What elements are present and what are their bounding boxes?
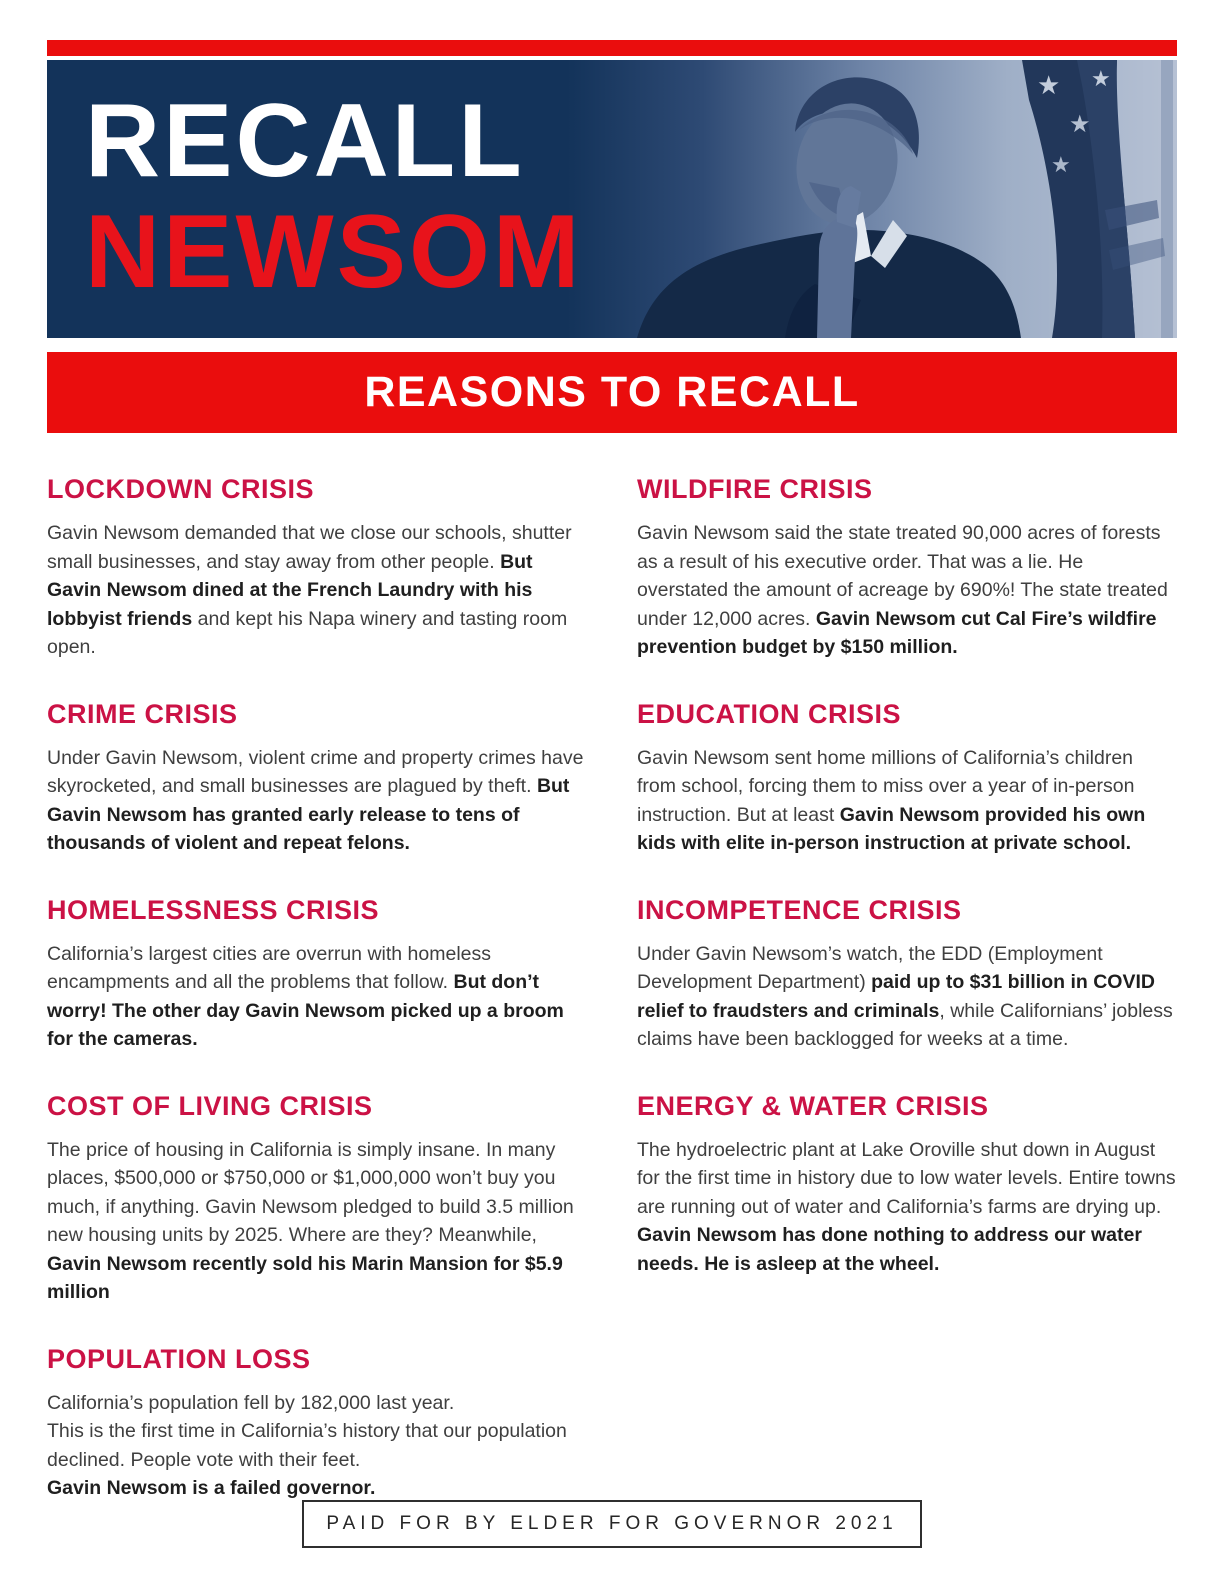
paragraph-text: and kept his Napa winery and tasting room open. (47, 607, 568, 658)
section-paragraph (47, 940, 587, 1054)
reasons-banner-title: REASONS TO RECALL (364, 368, 860, 416)
left-column (47, 474, 587, 1540)
paragraph-text: This is the first time in California’s history that our population declined. People vote with their feet. (47, 1420, 567, 1471)
paragraph-bold-text: Gavin Newsom is a failed governor. (47, 1477, 376, 1499)
paragraph-bold-text: paid up to $31 billion in COVID relief to fraudsters and criminals (637, 971, 1155, 1022)
section-heading: POPULATION LOSS (47, 1343, 311, 1374)
reasons-banner (47, 352, 1177, 433)
section-lockdown-crisis (47, 474, 587, 662)
section-heading: WILDFIRE CRISIS (637, 474, 873, 504)
section-paragraph (637, 744, 1177, 858)
section-paragraph (47, 519, 587, 662)
section-paragraph (47, 744, 587, 858)
section-paragraph (637, 940, 1177, 1054)
section-heading: EDUCATION CRISIS (637, 698, 902, 729)
flag-star-icon: ★ (1069, 111, 1091, 138)
section-wildfire-crisis (637, 474, 1177, 662)
section-homelessness-crisis (47, 895, 587, 1054)
paragraph-bold-text: Gavin Newsom provided his own kids with elite in-person instruction at private school. (637, 803, 1146, 854)
paragraph-bold-text: Gavin Newsom has done nothing to address our water needs. He is asleep at the wheel. (637, 1224, 1142, 1275)
section-heading: CRIME CRISIS (47, 698, 238, 729)
paragraph-text: California’s population fell by 182,000 last year. (47, 1391, 455, 1414)
hero-title-newsom: NEWSOM (85, 194, 583, 311)
section-population-loss (47, 1344, 587, 1503)
hero-title-recall: RECALL (85, 83, 525, 199)
section-heading: INCOMPETENCE CRISIS (637, 894, 962, 925)
section-paragraph (47, 1136, 587, 1307)
paragraph-text: The price of housing in California is simply insane. In many places, $500,000 or $750,000 or $1,000,000 won’t buy you much, if anything. Gavin Newsom pledged to build 3.5 million new housing units by 2025. Where are they? Meanwhile, (47, 1138, 574, 1246)
reasons-columns (47, 474, 1177, 1540)
flag-star-icon: ★ (1037, 70, 1061, 100)
paragraph-text: Gavin Newsom demanded that we close our schools, shutter small businesses, and stay away from other people. (47, 522, 572, 573)
flag-star-icon: ★ (1091, 66, 1111, 91)
paragraph-text: Gavin Newsom sent home millions of California’s children from school, forcing them to miss over a year of in-person instruction. But at least (637, 746, 1135, 826)
right-column (637, 474, 1177, 1540)
section-incompetence-crisis (637, 895, 1177, 1054)
section-heading: HOMELESSNESS CRISIS (47, 894, 380, 925)
disclaimer-box (302, 1500, 922, 1548)
paragraph-text: , while Californians’ jobless claims have been backlogged for weeks at a time. (637, 999, 1173, 1050)
paragraph-bold-text: But Gavin Newsom dined at the French Laundry with his lobbyist friends (47, 550, 533, 630)
paragraph-text: The hydroelectric plant at Lake Oroville shut down in August for the first time in history due to low water levels. Entire towns are running out of water and California’s farms are drying up. (637, 1138, 1176, 1218)
section-heading: COST OF LIVING CRISIS (47, 1090, 373, 1121)
section-energy-water-crisis (637, 1091, 1177, 1279)
hero-banner (47, 60, 1177, 338)
paragraph-bold-text: But Gavin Newsom has granted early release to tens of thousands of violent and repeat felons. (47, 775, 570, 854)
section-education-crisis (637, 699, 1177, 858)
paragraph-bold-text: Gavin Newsom recently sold his Marin Mansion for $5.9 million (47, 1252, 563, 1303)
hero-title (47, 60, 1177, 309)
footer (0, 1500, 1224, 1548)
paragraph-bold-text: Gavin Newsom cut Cal Fire’s wildfire prevention budget by $150 million. (637, 607, 1157, 658)
section-heading: LOCKDOWN CRISIS (47, 474, 314, 504)
section-heading: ENERGY & WATER CRISIS (637, 1090, 989, 1121)
paragraph-text: California’s largest cities are overrun with homeless encampments and all the problems that follow. (47, 942, 491, 993)
section-crime-crisis (47, 699, 587, 858)
disclaimer-text: PAID FOR BY ELDER FOR GOVERNOR 2021 (326, 1513, 898, 1534)
section-paragraph (637, 1136, 1177, 1279)
paragraph-bold-text: But don’t worry! The other day Gavin Newsom picked up a broom for the cameras. (47, 971, 564, 1050)
section-paragraph (47, 1389, 587, 1503)
section-paragraph (637, 519, 1177, 662)
paragraph-text: Under Gavin Newsom, violent crime and property crimes have skyrocketed, and small businesses are plagued by theft. (47, 746, 584, 797)
top-stripe (47, 40, 1177, 56)
flag-star-icon: ★ (1051, 152, 1071, 177)
section-cost-of-living-crisis (47, 1091, 587, 1307)
paragraph-text: Gavin Newsom said the state treated 90,000 acres of forests as a result of his executive order. That was a lie. He overstated the amount of acreage by 690%! The state treated under 12,000 acres. (637, 522, 1168, 630)
paragraph-text: Under Gavin Newsom’s watch, the EDD (Employment Development Department) (637, 942, 1103, 993)
